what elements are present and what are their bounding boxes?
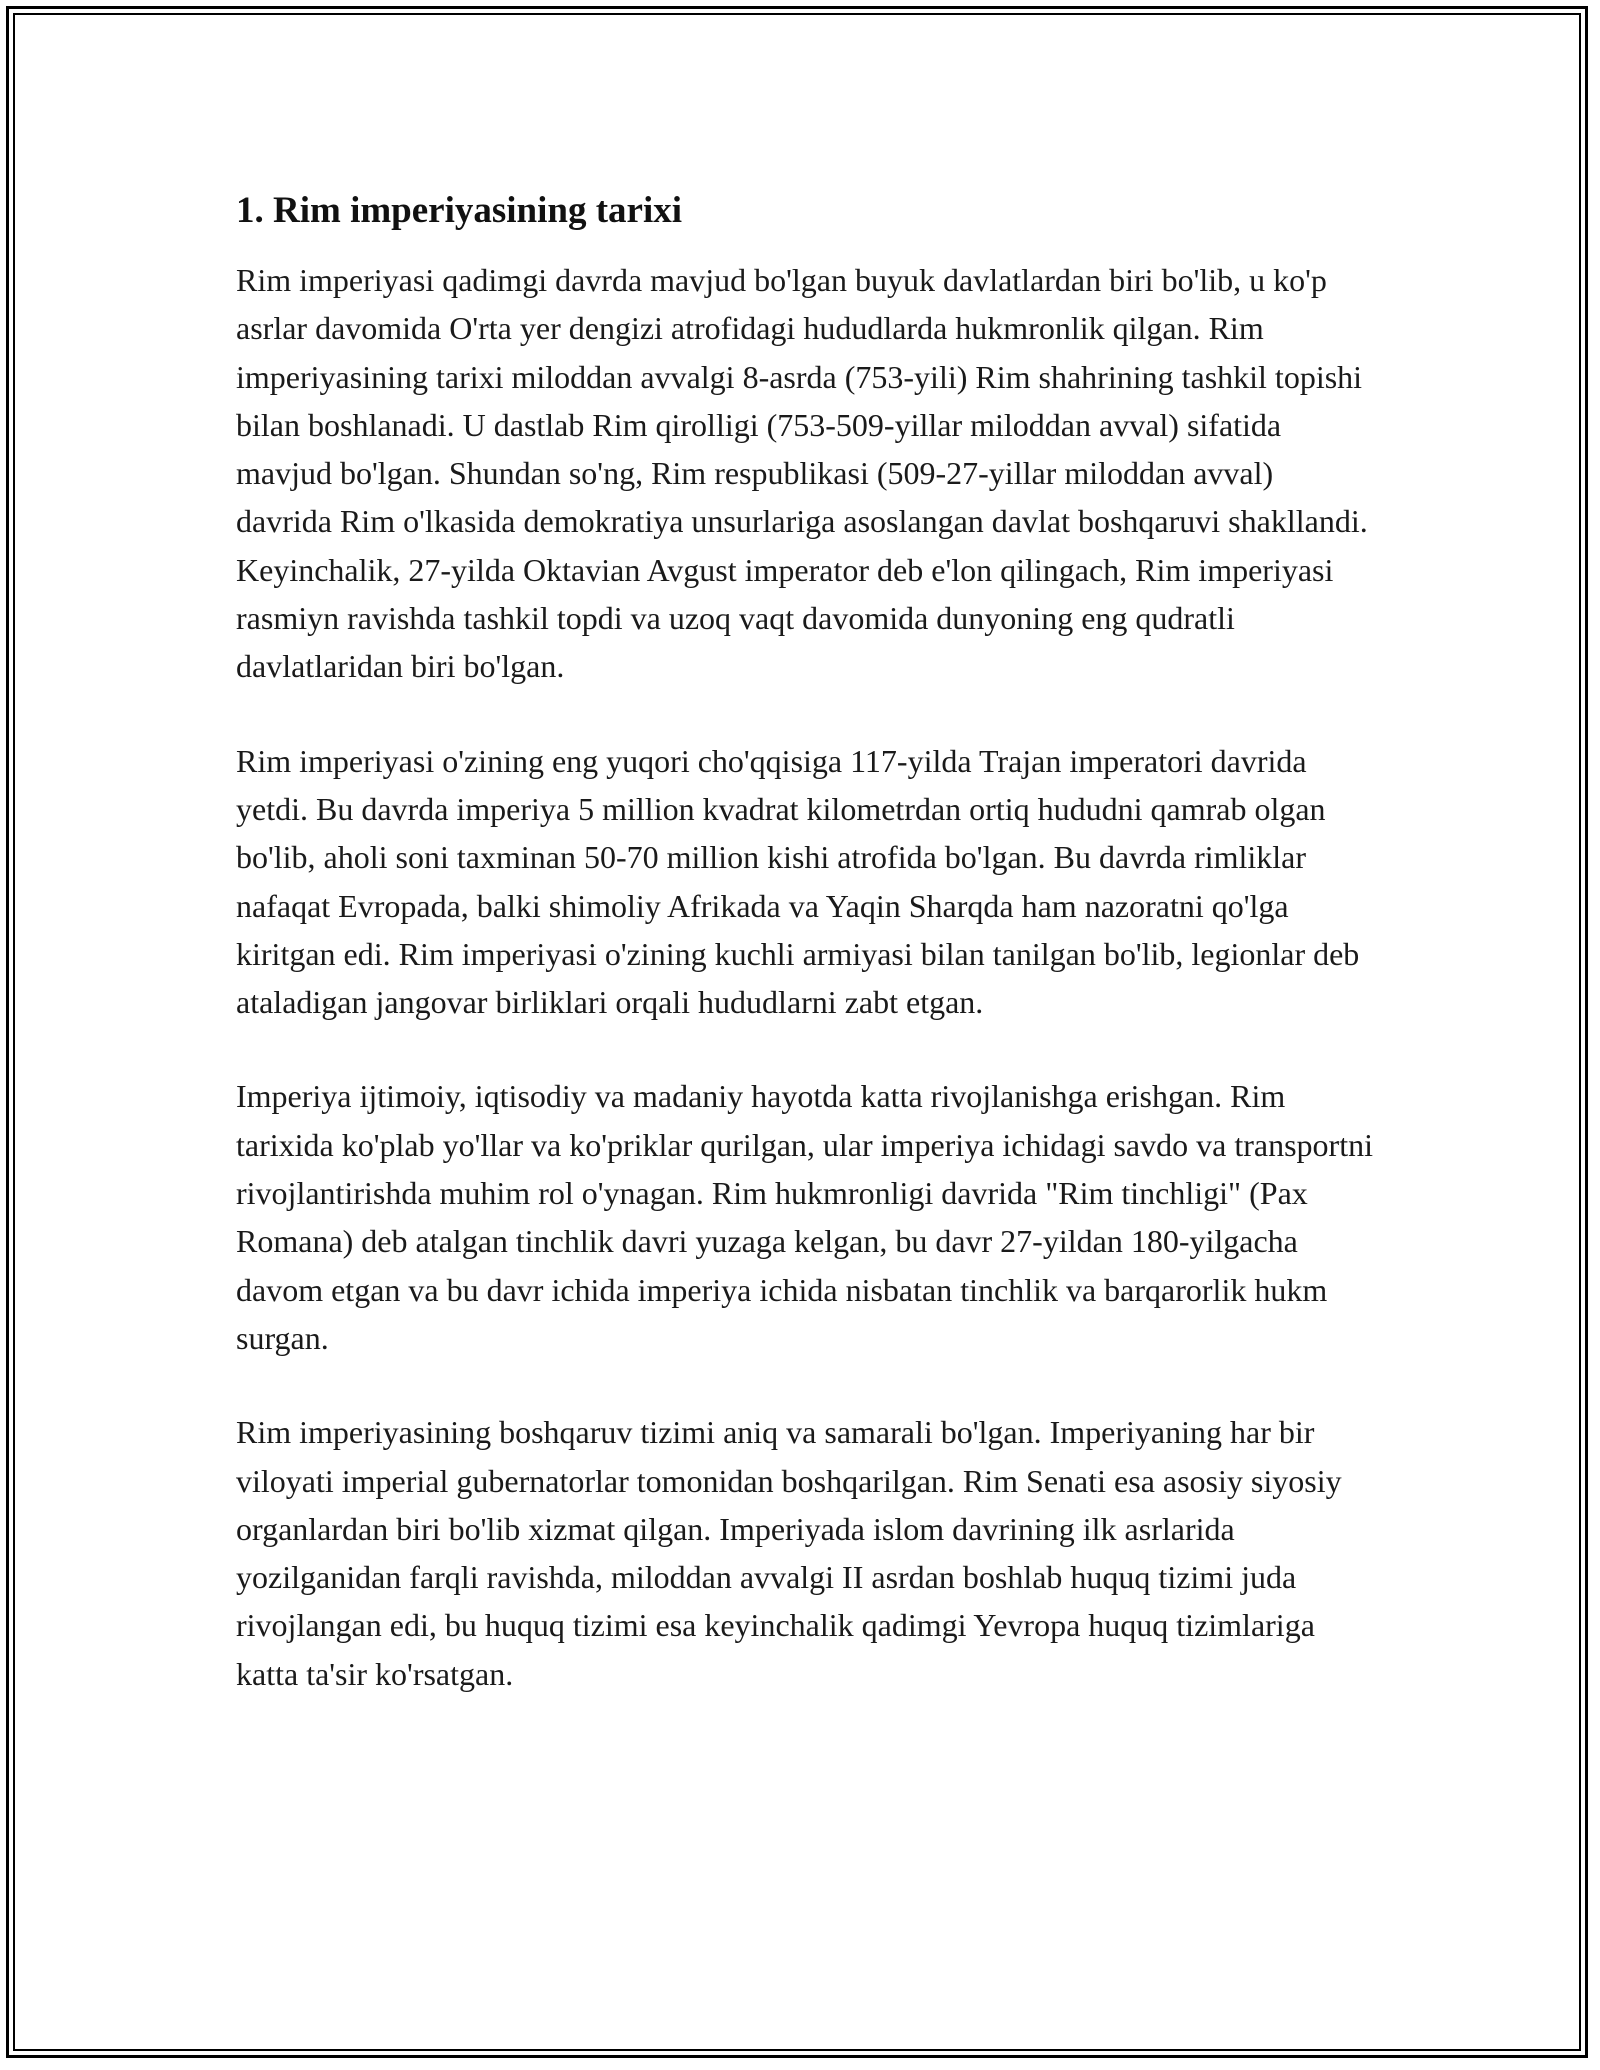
- paragraph-history-origin: Rim imperiyasi qadimgi davrda mavjud bo'lgan buyuk davlatlardan biri bo'lib, u ko'p asrlar davomida O'rta yer dengizi atrofidagi hududlarda hukmronlik qilgan. Rim imperiyasining tarixi miloddan avvalgi 8-asrda (753-yili) Rim shahrining tashkil topishi bilan boshlanadi. U dastlab Rim qirolligi (753-509-yillar miloddan avval) sifatida mavjud bo'lgan. Shundan so'ng, Rim respublikasi (509-27-yillar miloddan avval) davrida Rim o'lkasida demokratiya unsurlariga asoslangan davlat boshqaruvi shakllandi. Keyinchalik, 27-yilda Oktavian Avgust imperator deb e'lon qilingach, Rim imperiyasi rasmiyn ravishda tashkil topdi va uzoq vaqt davomida dunyoning eng qudratli davlatlaridan biri bo'lgan.: [236, 262, 1368, 685]
- section-heading: 1. Rim imperiyasining tarixi: [236, 190, 683, 231]
- document-body: [236, 186, 1376, 1698]
- paragraph-governance: Rim imperiyasining boshqaruv tizimi aniq va samarali bo'lgan. Imperiyaning har bir viloyati imperial gubernatorlar tomonidan boshqarilgan. Rim Senati esa asosiy siyosiy organlardan biri bo'lib xizmat qilgan. Imperiyada islom davrining ilk asrlarida yozilganidan farqli ravishda, miloddan avvalgi II asrdan boshlab huquq tizimi juda rivojlangan edi, bu huquq tizimi esa keyinchalik qadimgi Yevropa huquq tizimlariga katta ta'sir ko'rsatgan.: [236, 1414, 1342, 1692]
- paragraph-empire-peak: Rim imperiyasi o'zining eng yuqori cho'qqisiga 117-yilda Trajan imperatori davrida yetdi. Bu davrda imperiya 5 million kvadrat kilometrdan ortiq hududni qamrab olgan bo'lib, aholi soni taxminan 50-70 million kishi atrofida bo'lgan. Bu davrda rimliklar nafaqat Evropada, balki shimoliy Afrikada va Yaqin Sharqda ham nazoratni qo'lga kiritgan edi. Rim imperiyasi o'zining kuchli armiyasi bilan tanilgan bo'lib, legionlar deb ataladigan jangovar birliklari orqali hududlarni zabt etgan.: [236, 742, 1360, 1021]
- paragraph-social-development: Imperiya ijtimoiy, iqtisodiy va madaniy hayotda katta rivojlanishga erishgan. Rim tarixida ko'plab yo'llar va ko'priklar qurilgan, ular imperiya ichidagi savdo va transportni rivojlantirishda muhim rol o'ynagan. Rim hukmronligi davrida "Rim tinchligi" (Pax Romana) deb atalgan tinchlik davri yuzaga kelgan, bu davr 27-yildan 180-yilgacha davom etgan va bu davr ichida imperiya ichida nisbatan tinchlik va barqarorlik hukm surgan.: [236, 1078, 1373, 1356]
